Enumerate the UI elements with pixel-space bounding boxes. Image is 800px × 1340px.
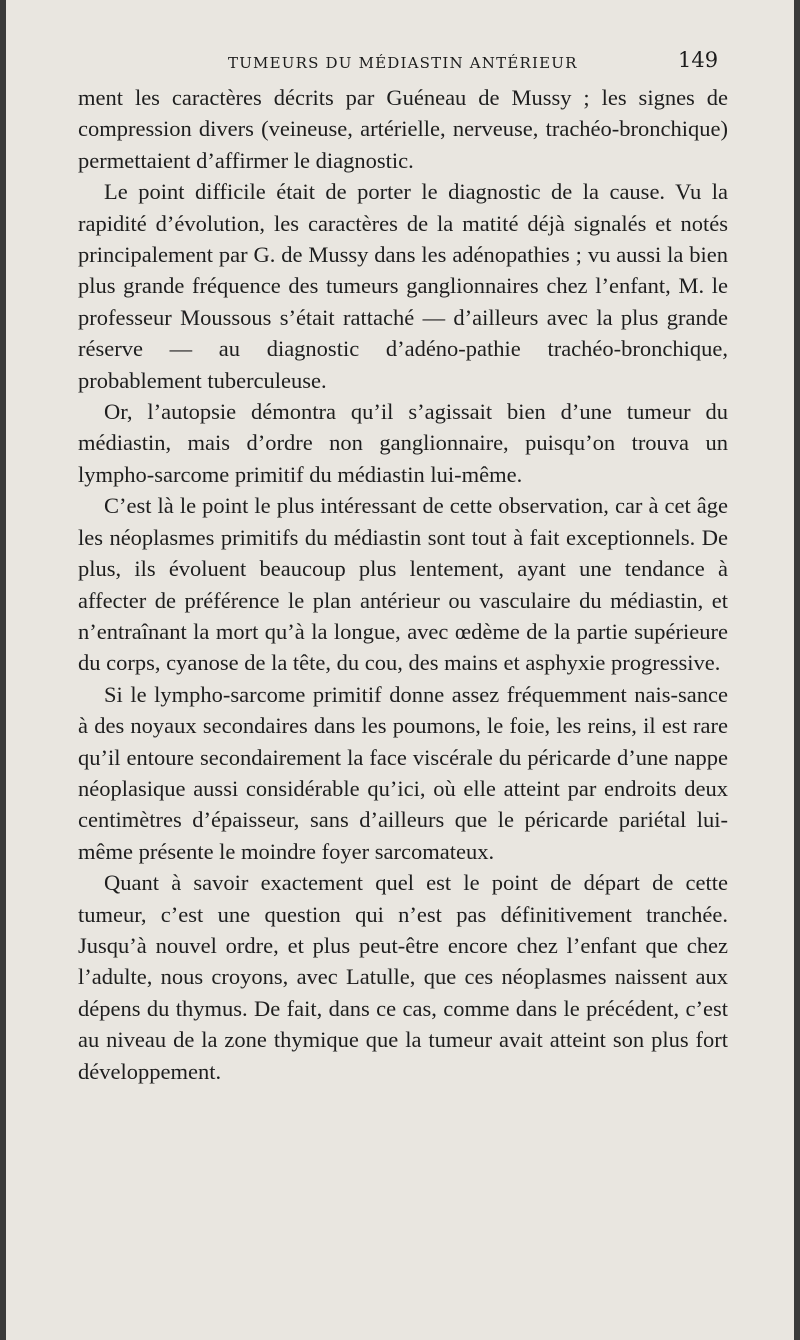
paragraph-diagnostic-cause: Le point difficile était de porter le diagnostic de la cause. Vu la rapidité d’évolution, les caractères de la matité déjà signalés et notés principalement par G. de Mussy dans les adénopathies ; vu aussi la bien plus grande fréquence des tumeurs ganglionnaires chez l’enfant, M. le professeur Moussous s’était rattaché — d’ailleurs avec la plus grande réserve — au diagnostic d’adéno-pathie trachéo-bronchique, probablement tuberculeuse.	[78, 179, 728, 393]
paragraph-interest: C’est là le point le plus intéressant de cette observation, car à cet âge les néoplasmes primitifs du médiastin sont tout à fait exceptionnels. De plus, ils évoluent beaucoup plus lentement, ayant une tendance à affecter de préférence le plan antérieur ou vasculaire du médiastin, et n’entraînant la mort qu’à la longue, avec œdème de la partie supérieure du corps, cyanose de la tête, du cou, des mains et asphyxie progressive.	[78, 493, 728, 676]
page-header	[6, 48, 794, 78]
paragraph-continuation: ment les caractères décrits par Guéneau de Mussy ; les signes de compression divers (veineuse, artérielle, nerveuse, trachéo-bronchique) permettaient d’affirmer le diagnostic.	[78, 85, 728, 173]
body-text	[78, 82, 728, 1087]
paragraph-origin: Quant à savoir exactement quel est le point de départ de cette tumeur, c’est une question qui n’est pas définitivement tranchée. Jusqu’à nouvel ordre, et plus peut-être encore chez l’enfant que chez l’adulte, nous croyons, avec Latulle, que ces néoplasmes naissent aux dépens du thymus. De fait, dans ce cas, comme dans le précédent, c’est au niveau de la zone thymique que la tumeur avait atteint son plus fort développement.	[78, 870, 728, 1084]
paragraph-autopsy: Or, l’autopsie démontra qu’il s’agissait bien d’une tumeur du médiastin, mais d’ordre non ganglionnaire, puisqu’on trouva un lympho-sarcome primitif du médiastin lui-même.	[78, 399, 728, 487]
running-title: TUMEURS DU MÉDIASTIN ANTÉRIEUR	[228, 54, 578, 72]
paragraph-lympho-sarcoma: Si le lympho-sarcome primitif donne assez fréquemment nais-sance à des noyaux secondaires dans les poumons, le foie, les reins, il est rare qu’il entoure secondairement la face viscérale du péricarde d’une nappe néoplasique aussi considérable qu’ici, où elle atteint par endroits deux centimètres d’épaisseur, sans d’ailleurs que le péricarde pariétal lui-même présente le moindre foyer sarcomateux.	[78, 681, 728, 864]
book-page	[6, 0, 794, 1340]
page-number: 149	[678, 48, 719, 72]
